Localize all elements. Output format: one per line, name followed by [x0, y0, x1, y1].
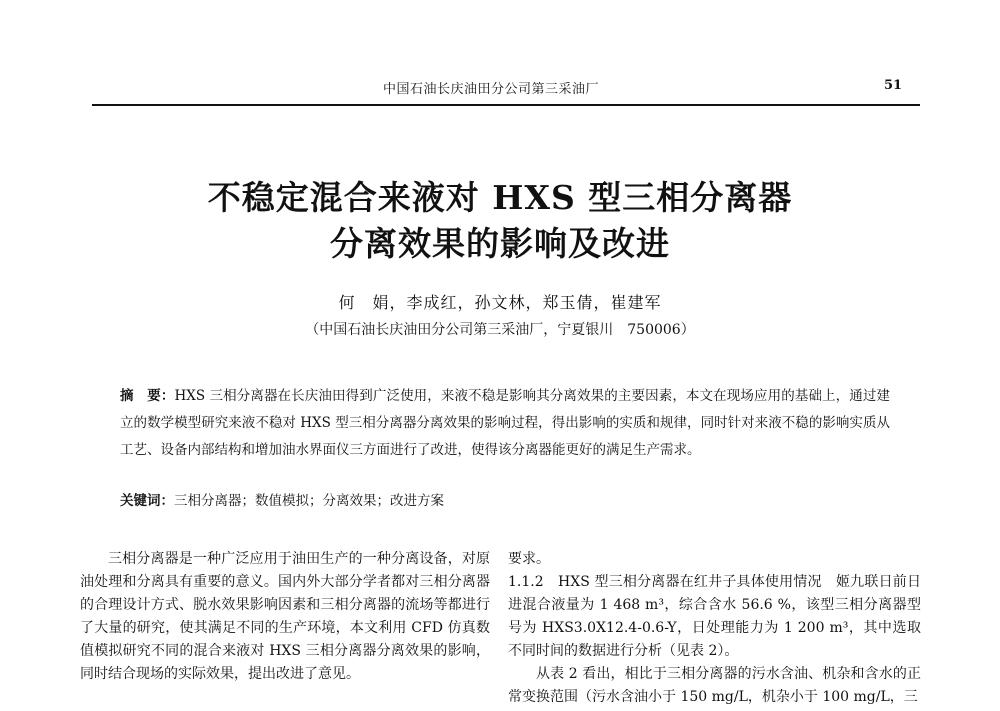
page-number: 51 — [884, 78, 903, 93]
authors: 何 娟，李成红，孙文林，郑玉倩，崔建军 — [338, 293, 662, 312]
header-rule — [92, 104, 920, 106]
abstract — [120, 383, 890, 464]
keywords — [120, 489, 890, 509]
continuation-text: 要求。 — [508, 551, 550, 567]
affiliation: （中国石油长庆油田分公司第三采油厂，宁夏银川 750006） — [305, 322, 695, 338]
title-line-2: 分离效果的影响及改进 — [330, 224, 670, 263]
body-left-column — [80, 548, 490, 686]
abstract-label: 摘 要： — [120, 388, 175, 404]
section-1-1-2: 1.1.2 HXS 型三相分离器在红井子具体使用情况 姬九联日前日进混合液量为 1 468 m³，综合含水 56.6 %，该型三相分离器型号为 HXS3.0X12.4-0.6-Y，日处理能力为 1 200 m³，其中选取不同时间的数据进行分析（见表 2）。 — [508, 574, 921, 659]
abstract-text: HXS 三相分离器在长庆油田得到广泛使用，来液不稳是影响其分离效果的主要因素，本文在现场应用的基础上，通过建立的数学模型研究来液不稳对 HXS 型三相分离器分离效果的影响过程，得出影响的实质和规律，同时针对来液不稳的影响实质从工艺、设备内部结构和增加油水界面仪三方面进行了改进，使得该分离器能更好的满足生产需求。 — [120, 388, 891, 458]
running-head: 中国石油长庆油田分公司第三采油厂 — [383, 82, 600, 97]
table-discussion-paragraph: 从表 2 看出，相比于三相分离器的污水含油、机杂和含水的正常变换范围（污水含油小于 150 mg/L，机杂小于 100 mg/L，三 — [508, 666, 921, 705]
keywords-text: 三相分离器；数值模拟；分离效果；改进方案 — [174, 493, 444, 509]
keywords-label: 关键词： — [120, 493, 174, 509]
title-line-1: 不稳定混合来液对 HXS 型三相分离器 — [207, 178, 793, 217]
body-right-column — [508, 548, 921, 709]
intro-paragraph: 三相分离器是一种广泛应用于油田生产的一种分离设备，对原油处理和分离具有重要的意义。国内外大部分学者都对三相分离器的合理设计方式、脱水效果影响因素和三相分离器的流场等都进行了大量的研究，使其满足不同的生产环境，本文利用 CFD 仿真数值模拟研究不同的混合来液对 HXS 三相分离器分离效果的影响，同时结合现场的实际效果，提出改进了意见。 — [80, 551, 490, 682]
